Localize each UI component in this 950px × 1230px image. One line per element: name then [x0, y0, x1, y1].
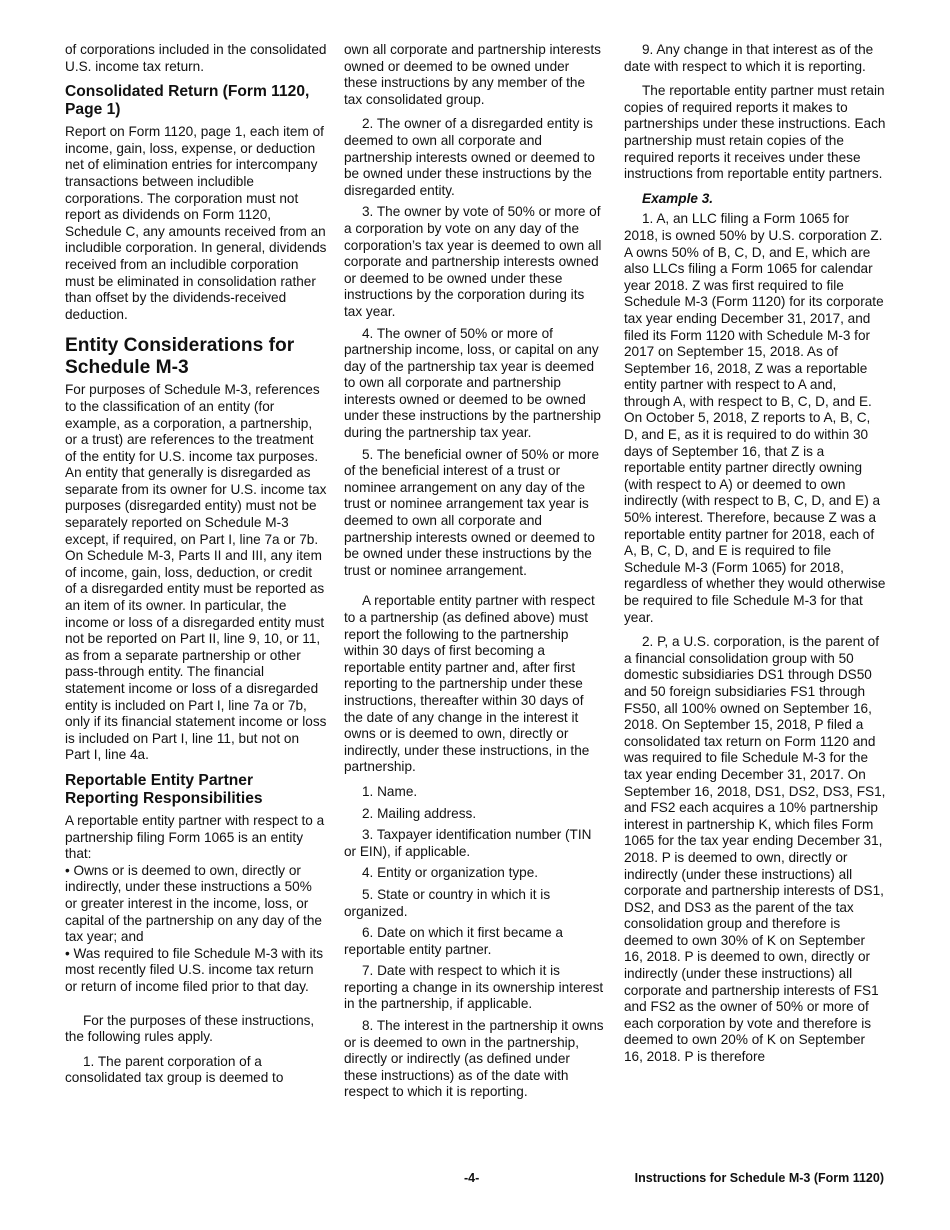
report-item: 7. Date with respect to which it is reporting a change in its ownership interest in the partnership, if applicable.	[344, 963, 604, 1012]
rule-item: 5. The beneficial owner of 50% or more of the beneficial interest of a trust or nominee arrangement on any day of the trust or nominee arrangement tax year is deemed to own all corporate and partnership interests owned or deemed to be owned under these instructions by the trust or nominee arrangement.	[344, 446, 600, 578]
paragraph-partner-reporting: A reportable entity partner with respect to a partnership (as defined above) must report the following to the partnership within 30 days of first becoming a reportable entity partner and, after first reporting to the partnership under these instructions, thereafter within 30 days of the date of any change in the interest it owns or is deemed to own, directly or indirectly, under these instructions, in the partnership.	[344, 593, 595, 775]
paragraph-consolidated: Report on Form 1120, page 1, each item of income, gain, loss, expense, or deduction net of elimination entries for intercompany transactions between includible corporations. The corporation must not report as dividends on Form 1120, Schedule C, any amounts received from an includible corporation. In general, dividends received from an includible corporation must be eliminated in consolidation rather than offset by the dividends-received deduction.	[65, 124, 327, 322]
bullet-item: • Was required to file Schedule M-3 with its most recently filed U.S. income tax return or return of income filed prior to that day.	[65, 945, 324, 994]
example-item: 2. P, a U.S. corporation, is the parent of a financial consolidation group with 50 domestic subsidiaries DS1 through DS50 and 50 foreign subsidiaries FS1 through FS50, all 100% owned on September 16, 2018. On September 15, 2018, P filed a consolidated tax return on Form 1120 and was required to file Schedule M-3 for the tax year ending December 31, 2017. On September 16, 2018, DS1, DS2, DS3, FS1, and FS2 each acquires a 10% partnership interest in partnership K, which files Form 1065 for the tax year ending December 31, 2018. P is deemed to own, directly or indirectly (under these instructions) all corporate and partnership interests of DS1, DS2, and DS3 as the parent of the tax consolidation group and therefore is deemed to own 30% of K on September 16, 2018. P is deemed to own, directly or indirectly (under these instructions) all corporate and partnership interests of FS1 and FS2 as the owner of 50% or more of each corporation by vote and therefore is deemed to own 20% of K on September 16, 2018. P is therefore	[624, 634, 886, 1065]
heading-reportable-entity: Reportable Entity Partner Reporting Responsibilities	[65, 771, 263, 807]
paragraph-entity: For purposes of Schedule M-3, references to the classification of an entity (for example, as a corporation, a partnership, or a trust) are references to the treatment of the entity for U.S. income tax purposes. An entity that generally is disregarded as separate from its owner for U.S. income tax purposes (disregarded entity) must not be separately reported on Schedule M-3 except, if required, on Part I, line 7a or 7b. On Schedule M-3, Parts II and III, any item of income, gain, loss, deduction, or credit of a disregarded entity must be reported as an item of its owner. In particular, the income or loss of a disregarded entity must not be reported on Part II, line 9, 10, or 11, as from a separate partnership or other pass-through entity. The financial statement income or loss of a disregarded entity is included on Part I, line 7a or 7b, only if its financial statement income or loss is included on Part I, line 11, but not on Part I, line 4a.	[65, 382, 327, 763]
example-item: 1. A, an LLC filing a Form 1065 for 2018, is owned 50% by U.S. corporation Z. A owns 50% of B, C, D, and E, which are also LLCs filing a Form 1065 for calendar year 2018. Z was first required to file Schedule M-3 (Form 1120) for its corporate tax year ending December 31, 2017, and filed its Form 1120 with Schedule M-3 for 2017 on September 15, 2018. As of September 16, 2018, Z was a reportable entity partner with respect to A and, through A, with respect to B, C, D, and E. On October 5, 2018, Z reports to A, B, C, D, and E, as it is required to do within 30 days of September 16, that Z is a reportable entity partner directly owning (with respect to A) or deemed to own indirectly (with respect to B, C, D, and E) a 50% interest. Therefore, because Z was a reportable entity partner for 2018, each of A, B, C, D, and E is required to file Schedule M-3 (Form 1065) for 2018, regardless of whether they would otherwise be required to file Schedule M-3 for that year.	[624, 211, 886, 625]
page-footer	[0, 1170, 950, 1188]
column-1	[65, 42, 327, 1092]
report-item: 5. State or country in which it is organized.	[344, 886, 551, 919]
rule-item: 4. The owner of 50% or more of partnership income, loss, or capital on any day of the partnership tax year is deemed to own all corporate and partnership interests owned or deemed to be owned under these instructions by the partnership during the partnership tax year.	[344, 325, 601, 441]
column-2	[344, 42, 606, 1106]
report-item: 8. The interest in the partnership it owns or is deemed to own in the partnership, directly or indirectly (as defined under these instructions) as of the date with respect to which it is reporting.	[344, 1018, 604, 1100]
report-item: 2. Mailing address.	[362, 805, 477, 821]
page-number: -4-	[464, 1171, 480, 1185]
rule-item: 1. The parent corporation of a consolidated tax group is deemed to	[65, 1053, 284, 1086]
paragraph-reportable: A reportable entity partner with respect to a partnership filing Form 1065 is an entity that:	[65, 812, 325, 862]
bullet-item: • Owns or is deemed to own, directly or indirectly, under these instructions a 50% or greater interest in the income, loss, or capital of the partnership on any day of the tax year; and	[65, 862, 322, 945]
paragraph-rules: For the purposes of these instructions, the following rules apply.	[65, 1012, 315, 1045]
example-heading: Example 3.	[642, 190, 714, 206]
paragraph-retain-copies: The reportable entity partner must retain copies of required reports it makes to partnerships under these instructions. Each partnership must retain copies of the required reports it receives under these instructions from reportable entity partners.	[624, 83, 886, 182]
rule-item: 3. The owner by vote of 50% or more of a corporation by vote on any day of the corporation’s tax year is deemed to own all corporate and partnership interests owned or deemed to be owned under these instructions by the corporation during its tax year.	[344, 204, 602, 319]
report-item: 1. Name.	[362, 783, 418, 799]
paragraph-continued: own all corporate and partnership interests owned or deemed to be owned under these instructions by any member of the tax consolidated group.	[344, 42, 601, 107]
report-item: 9. Any change in that interest as of the date with respect to which it is reporting.	[624, 42, 874, 74]
report-item: 4. Entity or organization type.	[362, 865, 539, 881]
heading-entity-considerations: Entity Considerations for Schedule M-3	[65, 335, 295, 379]
report-item: 6. Date on which it first became a reportable entity partner.	[344, 925, 563, 957]
report-item: 3. Taxpayer identification number (TIN or EIN), if applicable.	[344, 827, 592, 859]
heading-consolidated-return: Consolidated Return (Form 1120, Page 1)	[65, 83, 310, 119]
document-title: Instructions for Schedule M-3 (Form 1120)	[634, 1171, 884, 1185]
column-3	[624, 42, 886, 1071]
rule-item: 2. The owner of a disregarded entity is deemed to own all corporate and partnership interests owned or deemed to be owned under these instructions by the disregarded entity.	[344, 116, 595, 198]
paragraph-intro: of corporations included in the consolidated U.S. income tax return.	[65, 42, 327, 74]
